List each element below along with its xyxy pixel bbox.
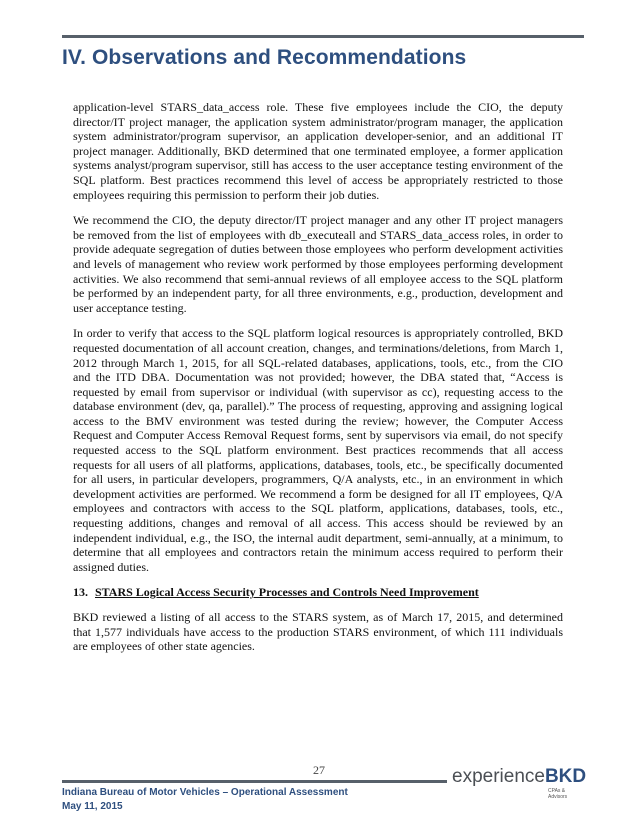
section-heading [73,585,563,600]
paragraph-3: In order to verify that access to the SQL platform logical resources is appropriately controlled, BKD requested documentation of all account creation, changes, and terminations/deletions, from March 1, 2012 through March 1, 2015, for all SQL-related databases, applications, tools, etc., from the CIO and the ITD DBA. Documentation was not provided; however, the DBA stated that, “Access is requested by email from supervisor or individual (with supervisor as cc), requesting access to the database environment (dev, qa, parallel).” The process of requesting, approving and assigning logical access to the BMV environment was tested during the review; however, the Computer Access Request and Computer Access Removal Request forms, sent by supervisors via email, do not specify requested access to the SQL platform environment. Best practices recommends that all access requests for all users of all platforms, applications, databases, tools, etc., be specifically documented for all users, in particular developers, programmers, Q/A analysts, etc., in an environment in which development activities are performed. We recommend a form be designed for all IT employees, Q/A employees and contractors with access to the SQL platform, applications, databases, tools, etc., requesting additions, changes and removal of all access. This access should be reviewed by an independent individual, e.g., the ISO, the internal audit department, semi-annually, at a minimum, to determine that all employees and contractors retain the minimum access required to perform their assigned duties. [73,326,563,574]
footer-date: May 11, 2015 [62,801,123,812]
page-title: IV. Observations and Recommendations [62,46,467,69]
footer-rule [62,780,447,783]
logo-tagline: CPAs & Advisors [548,788,568,800]
section-title: STARS Logical Access Security Processes and Controls Need Improvement [95,585,479,600]
paragraph-4: BKD reviewed a listing of all access to the STARS system, as of March 17, 2015, and determined that 1,577 individuals have access to the production STARS environment, of which 111 individuals are employees of other state agencies. [73,610,563,654]
footer-report-title: Indiana Bureau of Motor Vehicles – Operational Assessment [62,787,348,798]
paragraph-1: application-level STARS_data_access role. These five employees include the CIO, the deputy director/IT project manager, the application system administrator/program manager, the application system administrator/program supervisor, an application developer-senior, and an additional IT project manager. Additionally, BKD determined that one terminated employee, a former application systems analyst/program supervisor, still has access to the user acceptance testing environment of the SQL platform. Best practices recommend this level of access be appropriately restricted to those employees requiring this permission to perform their job duties. [73,100,563,202]
logo-word-experience: experience [452,766,545,787]
logo-word-bkd: BKD [544,766,587,787]
page-number: 27 [313,763,325,777]
section-number: 13. [73,585,88,600]
logo-wordmark [452,766,586,788]
paragraph-2: We recommend the CIO, the deputy director/IT project manager and any other IT project managers be removed from the list of employees with db_executeall and STARS_data_access roles, in order to provide adequate segregation of duties between those employees who perform development activities and levels of management who review work performed by those employees performing development activities. We also recommend that semi-annual reviews of all employee access to the SQL platform be performed by an independent party, for all three environments, e.g., production, development and user acceptance testing. [73,213,563,315]
header-rule [62,35,584,38]
document-body [73,100,563,665]
bkd-logo [452,766,587,800]
